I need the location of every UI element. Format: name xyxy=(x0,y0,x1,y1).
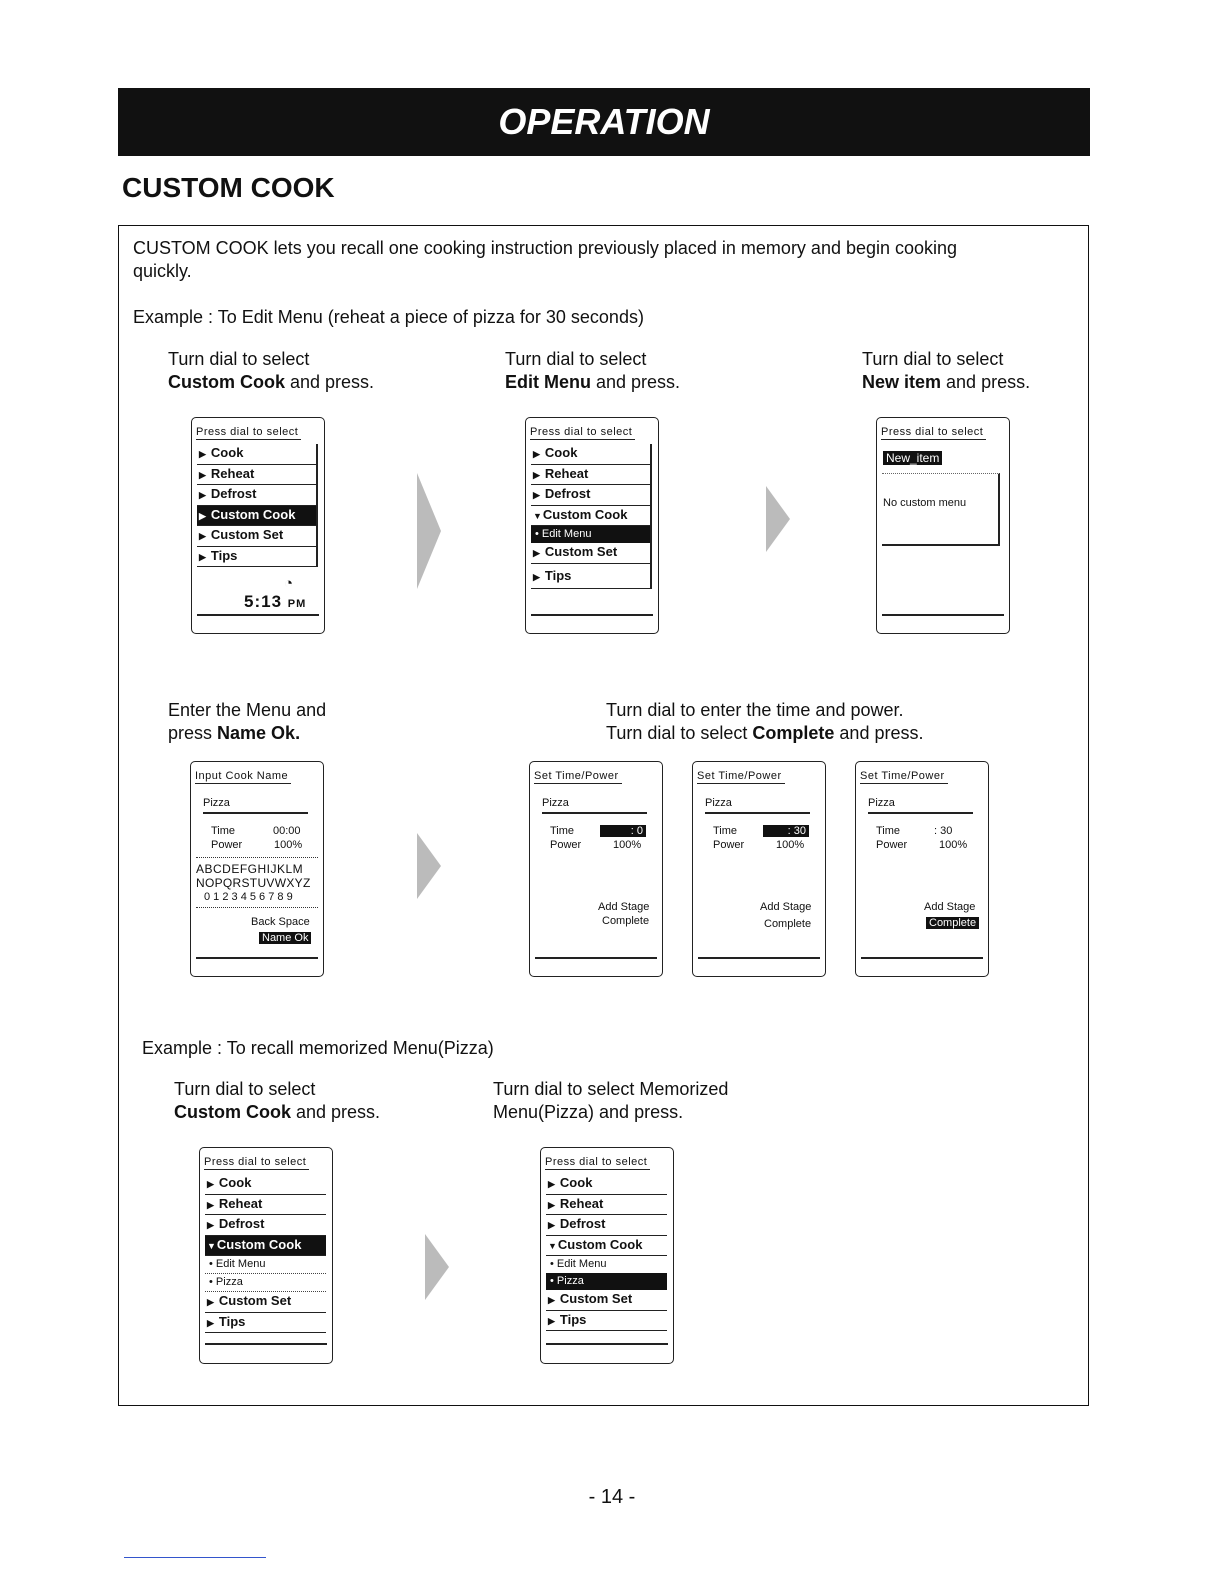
menu-item-custom-cook: ▼Custom Cook xyxy=(531,506,650,527)
name-field: Pizza xyxy=(203,797,308,814)
menu-item-custom-set: ▶ Custom Set xyxy=(197,526,316,547)
step-2-rest: and press. xyxy=(591,372,681,392)
lcd-screen-main-menu xyxy=(191,417,325,634)
alphabet-row-1: ABCDEFGHIJKLM xyxy=(196,862,304,876)
step-3-line1: Turn dial to select xyxy=(862,349,1004,369)
alphabet-row-2: NOPQRSTUVWXYZ xyxy=(196,876,311,890)
step-7-line2: Menu(Pizza) and press. xyxy=(493,1102,684,1122)
power-label: Power xyxy=(550,839,582,851)
no-custom-menu-text: No custom menu xyxy=(883,497,967,509)
arrow-icon xyxy=(425,1234,449,1300)
add-stage-option: Add Stage xyxy=(598,901,650,913)
example-edit-menu: Example : To Edit Menu (reheat a piece of pizza for 30 seconds) xyxy=(133,307,644,327)
menu-item-reheat: ▶ Reheat xyxy=(197,465,316,486)
custom-list-box xyxy=(882,473,1000,546)
power-value: 100% xyxy=(939,839,968,851)
complete-option: Complete xyxy=(764,918,812,930)
time-value: : 30 xyxy=(934,825,953,837)
power-label: Power xyxy=(876,839,908,851)
screen-bottom-line xyxy=(882,614,1004,616)
screen-header: Press dial to select xyxy=(530,426,635,440)
screen-header: Input Cook Name xyxy=(195,770,291,784)
menu-item-custom-set: ▶ Custom Set xyxy=(546,1290,667,1311)
menu-item-cook: ▶ Cook xyxy=(197,444,316,465)
lcd-screen-set-time-1 xyxy=(529,761,663,977)
intro-line1: CUSTOM COOK lets you recall one cooking instruction previously placed in memory and begin cooking xyxy=(133,238,958,258)
menu-item-tips: ▶ Tips xyxy=(546,1311,667,1332)
footer-rule xyxy=(124,1557,266,1558)
step-1-line1: Turn dial to select xyxy=(168,349,310,369)
submenu-edit-menu: • Edit Menu xyxy=(205,1256,326,1274)
screen-bottom-line xyxy=(698,957,820,959)
menu-item-custom-set: ▶ Custom Set xyxy=(205,1292,326,1313)
screen-bottom-line xyxy=(546,1343,668,1345)
screen-bottom-line xyxy=(531,614,653,616)
screen-header: Set Time/Power xyxy=(534,770,622,784)
step-3-caption xyxy=(862,348,1030,394)
power-label: Power xyxy=(713,839,745,851)
screen-header: Press dial to select xyxy=(196,426,301,440)
clock-icon: ◔ xyxy=(284,575,294,592)
complete-option: Complete xyxy=(602,915,650,927)
lcd-screen-new-item xyxy=(876,417,1010,634)
menu-item-cook: ▶ Cook xyxy=(531,444,650,465)
example-recall-menu: Example : To recall memorized Menu(Pizza) xyxy=(142,1038,494,1058)
step-1-bold: Custom Cook xyxy=(168,372,285,392)
operation-banner: OPERATION xyxy=(118,88,1090,156)
step-6-bold: Custom Cook xyxy=(174,1102,291,1122)
power-value: 100% xyxy=(776,839,805,851)
lcd-screen-edit-menu xyxy=(525,417,659,634)
digits-row: 0 1 2 3 4 5 6 7 8 9 xyxy=(204,891,293,903)
menu-item-cook: ▶ Cook xyxy=(546,1174,667,1195)
lcd-screen-set-time-2 xyxy=(692,761,826,977)
arrow-icon xyxy=(417,833,441,899)
screen-bottom-line xyxy=(205,1343,327,1345)
power-value: 100% xyxy=(274,839,303,851)
time-label: Time xyxy=(550,825,575,837)
menu-name: Pizza xyxy=(705,797,810,814)
power-value: 100% xyxy=(613,839,642,851)
menu-item-defrost: ▶ Defrost xyxy=(205,1215,326,1236)
lcd-screen-set-time-3 xyxy=(855,761,989,977)
menu-item-reheat: ▶ Reheat xyxy=(546,1195,667,1216)
time-label: Time xyxy=(211,825,236,837)
menu-item-custom-set: ▶ Custom Set xyxy=(531,543,650,564)
menu-item-cook: ▶ Cook xyxy=(205,1174,326,1195)
intro-line2: quickly. xyxy=(133,261,192,281)
screen-header: Press dial to select xyxy=(545,1156,650,1170)
step-1-rest: and press. xyxy=(285,372,375,392)
arrow-icon xyxy=(417,473,441,589)
step-2-caption xyxy=(505,348,680,394)
step-5-line1: Turn dial to enter the time and power. xyxy=(606,700,904,720)
menu-name: Pizza xyxy=(868,797,973,814)
submenu-pizza: • Pizza xyxy=(205,1274,326,1292)
time-label: Time xyxy=(876,825,901,837)
screen-bottom-line xyxy=(861,957,983,959)
step-5-bold: Complete xyxy=(752,723,835,743)
divider xyxy=(196,907,318,908)
step-6-caption: Turn dial to select Custom Cook and press. xyxy=(174,1079,381,1122)
screen-header: Set Time/Power xyxy=(860,770,948,784)
screen-bottom-line xyxy=(535,957,657,959)
step-1-caption xyxy=(168,348,374,394)
new-item-selected: New_item xyxy=(883,451,942,465)
menu-item-custom-cook: ▼Custom Cook xyxy=(205,1236,326,1257)
menu-item-tips: ▶ Tips xyxy=(531,564,650,589)
screen-header: Press dial to select xyxy=(881,426,986,440)
menu-list xyxy=(197,444,318,567)
submenu-edit-menu: • Edit Menu xyxy=(550,1258,607,1270)
menu-item-defrost: ▶ Defrost xyxy=(531,485,650,506)
submenu-edit-menu: • Edit Menu xyxy=(531,526,650,543)
screen-header: Press dial to select xyxy=(204,1156,309,1170)
page-number: - 14 - xyxy=(588,1486,636,1508)
step-3-bold: New item xyxy=(862,372,942,392)
add-stage-option: Add Stage xyxy=(760,901,812,913)
lcd-screen-input-name xyxy=(190,761,324,977)
step-5-caption: Turn dial to enter the time and power. Turn dial to select Complete and press. xyxy=(606,700,924,743)
step-4-line1: Enter the Menu and xyxy=(168,700,327,720)
step-7-line1: Turn dial to select Memorized xyxy=(493,1079,729,1099)
name-ok-option: Name Ok xyxy=(259,932,311,944)
step-2-bold: Edit Menu xyxy=(505,372,591,392)
menu-item-tips: ▶ Tips xyxy=(205,1313,326,1334)
arrow-icon xyxy=(766,486,790,552)
screen-bottom-line xyxy=(196,957,318,959)
time-value: 00:00 xyxy=(273,825,301,837)
step-6-line1: Turn dial to select xyxy=(174,1079,316,1099)
time-value: : 30 xyxy=(763,825,809,837)
screen-bottom-line xyxy=(197,614,319,616)
power-label: Power xyxy=(211,839,243,851)
menu-list xyxy=(531,444,652,589)
step-4-bold: Name Ok. xyxy=(217,723,301,743)
step-2-line1: Turn dial to select xyxy=(505,349,647,369)
menu-item-reheat: ▶ Reheat xyxy=(531,465,650,486)
menu-item-tips: ▶ Tips xyxy=(197,547,316,568)
menu-list xyxy=(205,1174,326,1333)
time-value: : 0 xyxy=(600,825,646,837)
submenu-pizza: • Pizza xyxy=(546,1273,667,1290)
complete-option-selected: Complete xyxy=(926,917,979,929)
screen-header: Set Time/Power xyxy=(697,770,785,784)
add-stage-option: Add Stage xyxy=(924,901,976,913)
menu-item-defrost: ▶ Defrost xyxy=(197,485,316,506)
menu-item-defrost: ▶ Defrost xyxy=(546,1215,667,1236)
menu-name: Pizza xyxy=(542,797,647,814)
menu-item-custom-cook: ▶ Custom Cook xyxy=(197,506,316,527)
menu-item-custom-cook: ▼Custom Cook xyxy=(546,1236,667,1257)
time-label: Time xyxy=(713,825,738,837)
step-4-caption: Enter the Menu and press Name Ok. xyxy=(168,700,327,743)
menu-list xyxy=(546,1174,667,1331)
step-3-rest: and press. xyxy=(941,372,1031,392)
section-title: CUSTOM COOK xyxy=(122,172,335,203)
clock-display: 5:13 PM xyxy=(244,592,307,611)
back-space-option: Back Space xyxy=(251,916,310,928)
lcd-screen-pizza-selected xyxy=(540,1147,674,1364)
menu-item-reheat: ▶ Reheat xyxy=(205,1195,326,1216)
divider xyxy=(196,857,318,858)
lcd-screen-custom-cook-expanded xyxy=(199,1147,333,1364)
step-7-caption xyxy=(493,1078,728,1124)
